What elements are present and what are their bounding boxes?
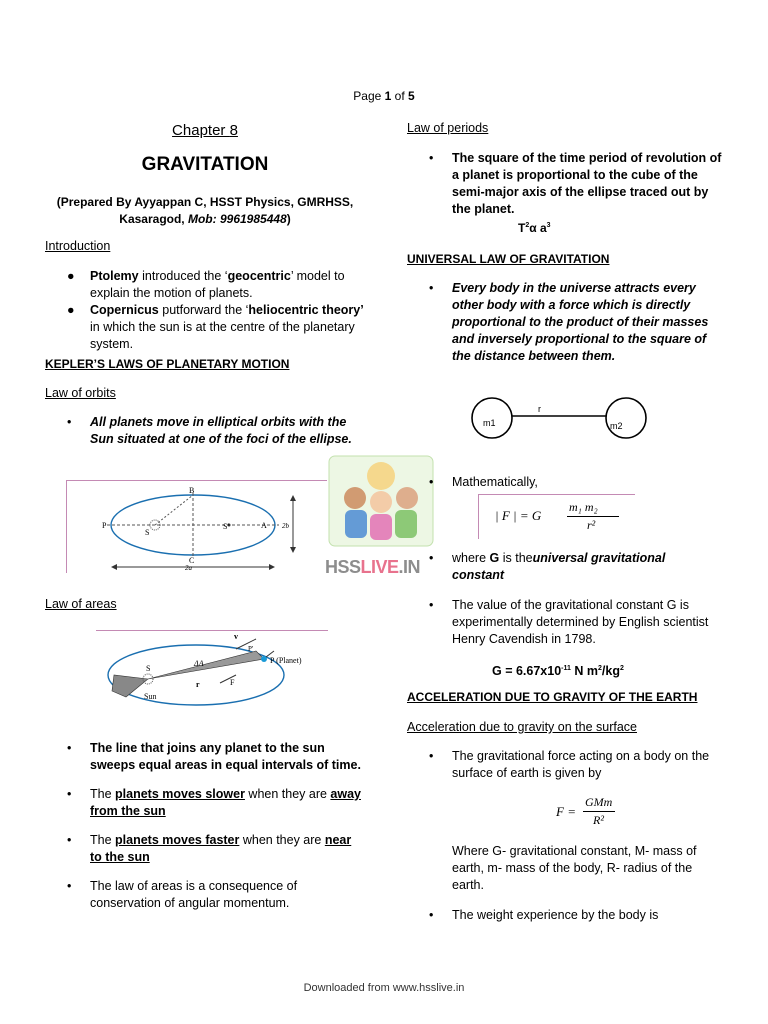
page-title: GRAVITATION <box>141 154 269 175</box>
ellipse-diagram <box>67 481 327 573</box>
list-item: • Mathematically, <box>429 475 538 489</box>
label-s: S <box>145 528 150 537</box>
accel-surface-heading: Acceleration due to gravity on the surface <box>407 720 637 734</box>
hsslive-watermark: HSSLIVE.IN <box>325 452 437 578</box>
areas-heading: Law of areas <box>45 597 117 611</box>
intro-list <box>45 268 365 353</box>
list-item: • The gravitational force acting on a body on the surface of earth is given by <box>429 749 710 780</box>
areas-diagram <box>96 631 328 711</box>
list-item: • The planets moves slower when they are away from the sun <box>67 787 361 818</box>
kepler-heading: KEPLER’S LAWS OF PLANETARY MOTION <box>45 357 290 371</box>
list-item: • All planets move in elliptical orbits with the Sun situated at one of the foci of the ellipse. <box>67 415 352 446</box>
label-2b: 2b <box>282 522 289 530</box>
intro-heading: Introduction <box>45 239 111 253</box>
page-indicator: Page 1 of 5 <box>353 89 415 103</box>
children-logo-icon <box>325 452 437 552</box>
label-s-prime: S' <box>223 522 229 531</box>
footer-source: Downloaded from www.hsslive.in <box>303 982 465 994</box>
label-a: A <box>261 521 267 530</box>
areas-list <box>45 740 365 912</box>
list-item: • The line that joins any planet to the sun sweeps equal areas in equal intervals of time. <box>67 741 361 772</box>
label-r: r <box>196 680 200 689</box>
label-m2: m2 <box>610 421 623 431</box>
math-list <box>407 474 727 491</box>
label-delta-a: ΔA <box>194 659 204 668</box>
label-planet: P (Planet) <box>270 656 302 665</box>
gravitation-formula: | F | = G m₁ m₂ r² <box>478 494 635 539</box>
label-c: C <box>189 556 195 565</box>
cavendish-list <box>407 597 727 648</box>
label-r: r <box>538 404 541 414</box>
areas-figure <box>96 630 328 711</box>
label-b: B <box>189 486 195 495</box>
list-item: • The planets moves faster when they are near to the sun <box>67 833 352 864</box>
two-masses-diagram <box>470 392 650 442</box>
label-sun: Sun <box>144 692 157 701</box>
force-formula: F = GMm R² <box>556 794 636 830</box>
g-value: $G = 6.67x10^{-11}$ N $m^2/kg^2$ <box>492 664 624 679</box>
ulg-list <box>407 280 727 365</box>
label-2a: 2a <box>185 564 192 572</box>
list-item: • where G is theuniversal gravitational constant <box>429 551 666 582</box>
periods-heading: Law of periods <box>407 121 489 135</box>
ulg-heading: UNIVERSAL LAW OF GRAVITATION <box>407 252 610 266</box>
accel-heading: ACCELERATION DUE TO GRAVITY OF THE EARTH <box>407 690 698 704</box>
label-s: S <box>146 664 151 673</box>
list-item: • Every body in the universe attracts every other body with a force which is directly proportional to the product of their masses and inversely proportional to the square of the distance between them. <box>429 281 709 363</box>
list-item: • The weight experience by the body is <box>429 908 659 922</box>
where-g-list <box>407 550 727 584</box>
periods-list <box>407 150 727 218</box>
list-item: ● Copernicus putforward the ‘heliocentric theory’ in which the sun is at the centre of the planetary system. <box>67 303 364 351</box>
label-f: F <box>230 678 235 687</box>
list-item: • The law of areas is a consequence of conservation of angular momentum. <box>67 879 298 910</box>
where-text: Where G- gravitational constant, M- mass of earth, m- mass of the body, R- radius of the earth. <box>452 844 697 892</box>
label-p-prime: P' <box>248 645 254 653</box>
chapter-label: Chapter 8 <box>172 122 238 139</box>
orbits-list <box>45 414 365 448</box>
orbit-ellipse-figure <box>66 480 327 573</box>
grav-force-list <box>407 748 727 782</box>
list-item: • The square of the time period of revolution of a planet is proportional to the cube of the semi-major axis of the ellipse traced out by the planet. <box>429 151 722 216</box>
periods-formula: $T^2\alpha$ $a^3$ <box>518 221 551 235</box>
orbits-heading: Law of orbits <box>45 386 116 400</box>
weight-list <box>407 907 727 924</box>
label-p: P <box>102 521 107 530</box>
list-item: ● Ptolemy introduced the ‘geocentric’ model to explain the motion of planets. <box>67 269 345 300</box>
label-v: v <box>234 632 238 641</box>
label-m1: m1 <box>483 418 496 428</box>
prepared-by: (Prepared By Ayyappan C, HSST Physics, GMRHSS, Kasaragod, Mob: 9961985448) <box>56 195 354 226</box>
list-item: • The value of the gravitational constant G is experimentally determined by English scientist Henry Cavendish in 1798. <box>429 598 709 646</box>
